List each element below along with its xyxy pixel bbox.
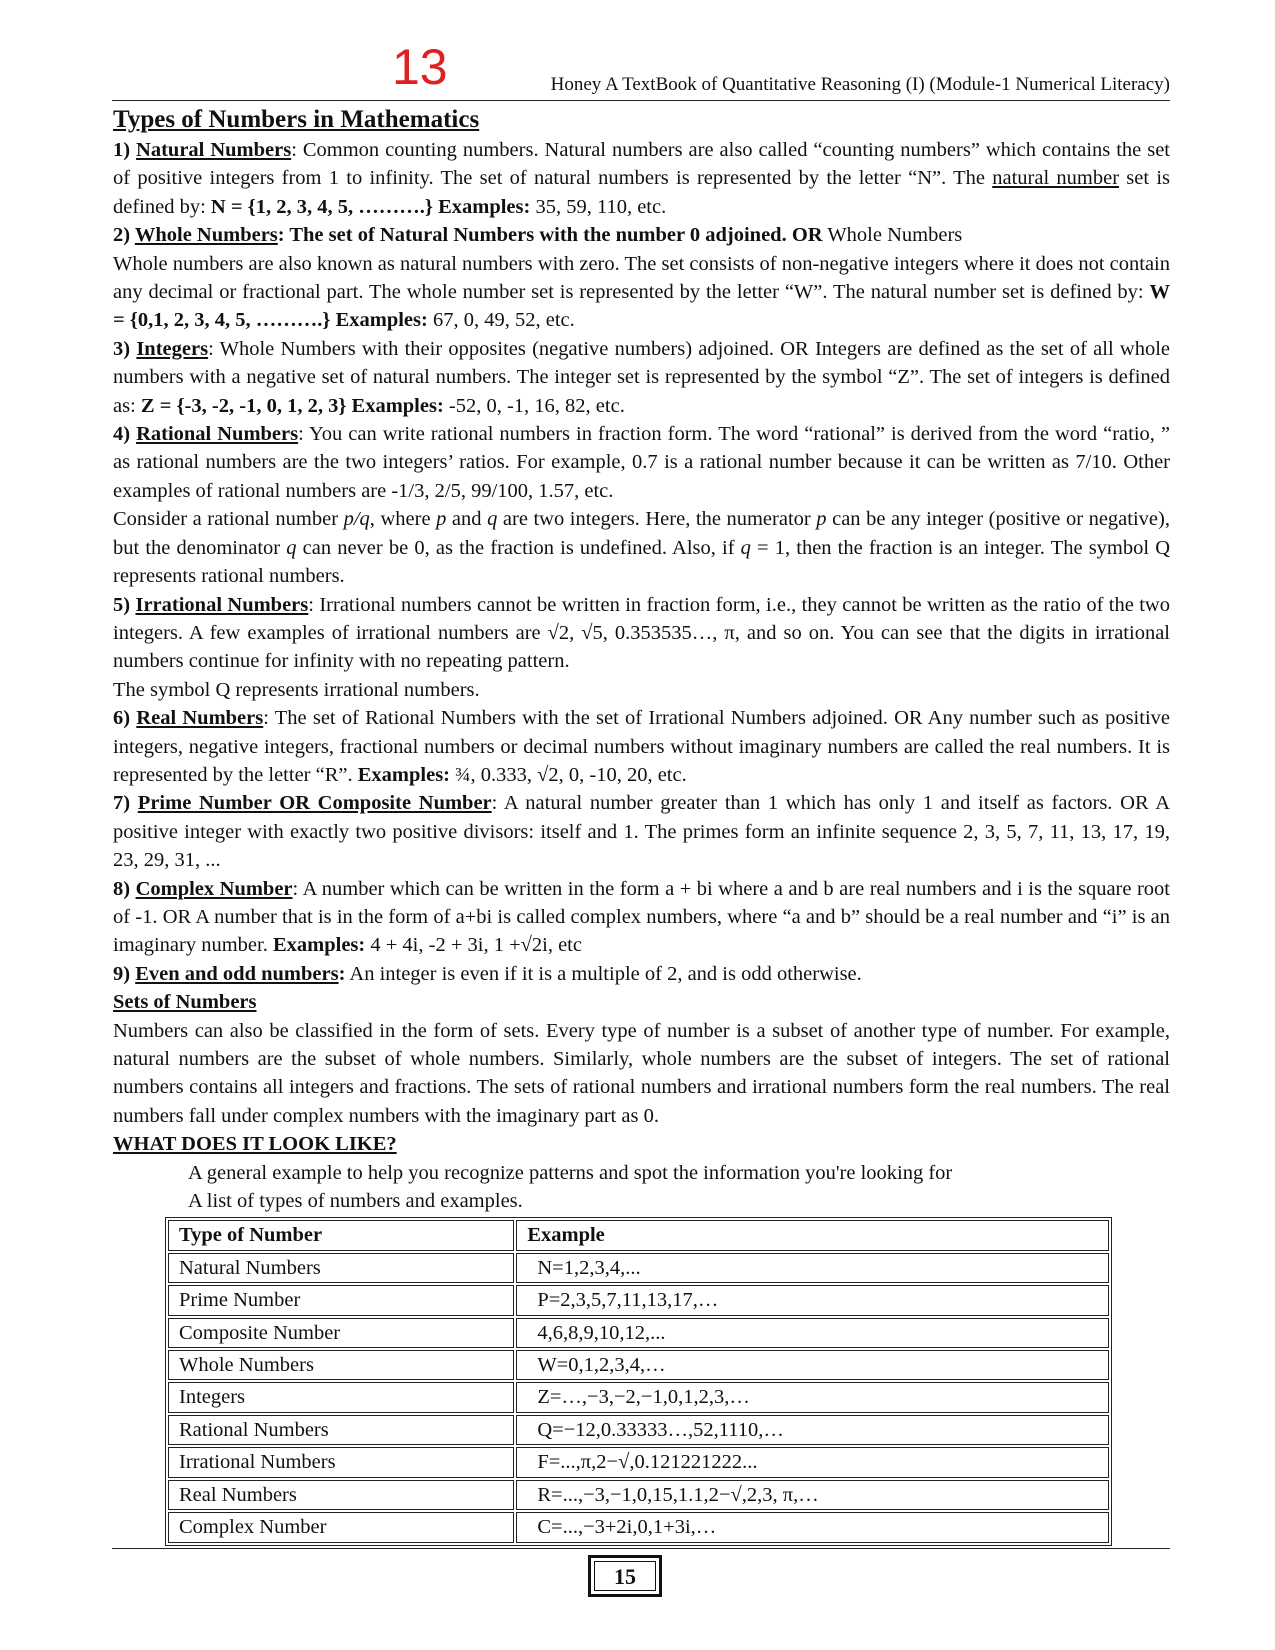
examples-label: Examples: xyxy=(272,934,366,957)
section-text: Whole numbers are also known as natural numbers with zero. The set consists of non-negative integers where it does not contain any decimal or fractional part. The whole number set is represented by the letter “W”. The natural number set is defined by: xyxy=(113,252,1170,304)
section-text: set is defined by: xyxy=(113,167,1170,218)
book-title: Honey A TextBook of Quantitative Reasoning (I) (Module-1 Numerical Literacy) xyxy=(550,74,1170,95)
sets-heading: Sets of Numbers xyxy=(113,991,257,1014)
table-row xyxy=(168,1415,1109,1445)
section-number: 3) xyxy=(113,337,137,360)
term-prime-composite: Prime Number OR Composite Number xyxy=(137,792,492,815)
term-complex-number: Complex Number xyxy=(135,877,293,900)
table-row xyxy=(168,1382,1109,1412)
section-number: 4) xyxy=(113,423,137,446)
examples-text: -52, 0, -1, 16, 82, etc. xyxy=(443,394,625,417)
page-number: 15 xyxy=(594,1561,656,1591)
term-natural-numbers: Natural Numbers xyxy=(136,139,292,161)
page-number-box xyxy=(588,1555,662,1597)
examples-text: 67, 0, 49, 52, etc. xyxy=(427,309,575,332)
table-header-row xyxy=(168,1220,1109,1250)
table-cell-example: 4,6,8,9,10,12,... xyxy=(516,1318,1109,1348)
section-rational-numbers xyxy=(113,420,1170,505)
term-integers: Integers xyxy=(136,337,209,360)
term-rational-numbers: Rational Numbers xyxy=(136,423,299,446)
table-row xyxy=(168,1350,1109,1380)
section-text: Whole Numbers xyxy=(822,224,963,247)
table-row xyxy=(168,1447,1109,1477)
set-definition: N = {1, 2, 3, 4, 5, ……….} Examples: xyxy=(210,195,531,218)
section-text: : Whole Numbers with their opposites (negative numbers) adjoined. OR Integers are defined as the set of all whole numbers with a negative set of natural numbers. The integer set is represented by the symbol “Z”. The set of integers is defined as: xyxy=(113,337,1170,417)
table-row xyxy=(168,1318,1109,1348)
section-text: : A natural number greater than 1 which has only 1 and itself as factors. OR A positive integer with exactly two positive divisors: itself and 1. The primes form an infinite sequence 2, 3, 5, 7, 11, 13, 17, 19, 23, 29, 31, ... xyxy=(113,792,1171,872)
table-cell-example: P=2,3,5,7,11,13,17,… xyxy=(516,1285,1109,1315)
math-var: p/q xyxy=(343,508,370,531)
page-header xyxy=(112,38,1170,101)
section-text: , where xyxy=(369,508,437,531)
section-whole-numbers xyxy=(113,250,1170,335)
table-cell-example: C=...,−3+2i,0,1+3i,… xyxy=(516,1512,1109,1542)
table-cell-example: Q=−12,0.33333…,52,1110,… xyxy=(516,1415,1109,1445)
table-cell-example: N=1,2,3,4,... xyxy=(516,1253,1109,1283)
sets-text: Numbers can also be classified in the form of sets. Every type of number is a subset of another type of number. For example, natural numbers are the subset of whole numbers. Similarly, whole numbers are the subset of integers. The set of rational numbers contains all integers and fractions. The sets of rational numbers and irrational numbers form the real numbers. The real numbers fall under complex numbers with the imaginary part as 0. xyxy=(113,1019,1170,1127)
table-cell-type: Prime Number xyxy=(168,1285,514,1315)
section-number: 1) xyxy=(113,139,137,161)
section-real-numbers xyxy=(113,704,1170,789)
table-cell-example: W=0,1,2,3,4,… xyxy=(516,1350,1109,1380)
examples-text: 4 + 4i, -2 + 3i, 1 +√2i, etc xyxy=(365,934,582,957)
rational-numbers-detail xyxy=(113,505,1170,590)
table-cell-example: R=...,−3,−1,0,15,1.1,2−√,2,3, π,… xyxy=(516,1480,1109,1510)
examples-label: Examples: xyxy=(357,763,450,786)
table-row xyxy=(168,1512,1109,1542)
section-irrational-numbers xyxy=(113,591,1170,676)
examples-text: ¾, 0.333, √2, 0, -10, 20, etc. xyxy=(450,763,687,786)
math-var: p xyxy=(436,508,447,531)
math-var: q xyxy=(740,536,751,559)
table-cell-type: Composite Number xyxy=(168,1318,514,1348)
table-header-example: Example xyxy=(516,1220,1109,1250)
section-text: are two integers. Here, the numerator xyxy=(497,508,817,531)
math-var: q xyxy=(487,508,498,531)
bold-definition: : The set of Natural Numbers with the number 0 adjoined. OR xyxy=(277,224,823,247)
table-cell-type: Irrational Numbers xyxy=(168,1447,514,1477)
term-real-numbers: Real Numbers xyxy=(136,707,264,730)
table-row xyxy=(168,1480,1109,1510)
section-text: and xyxy=(446,508,488,531)
term-irrational-numbers: Irrational Numbers xyxy=(135,593,309,616)
table-cell-type: Real Numbers xyxy=(168,1480,514,1510)
page-content xyxy=(113,104,1170,1546)
section-text: : A number which can be written in the form a + bi where a and b are real numbers and i is the square root of -1. OR A number that is in the form of a+bi is called complex numbers, where “a and b” should be a real number and “i” is an imaginary number. xyxy=(113,877,1170,957)
section-text: : Common counting numbers. Natural numbers are also called “counting numbers” which contains the set of positive integers from 1 to infinity. The set of natural numbers is represented by the letter “N”. The xyxy=(113,139,1171,190)
table-header-type: Type of Number xyxy=(168,1220,514,1250)
table-cell-type: Natural Numbers xyxy=(168,1253,514,1283)
section-number: 6) xyxy=(113,707,137,730)
section-text: Consider a rational number xyxy=(113,508,344,531)
section-integers xyxy=(113,335,1170,420)
table-row xyxy=(168,1285,1109,1315)
table-row xyxy=(168,1253,1109,1283)
section-text: : Irrational numbers cannot be written in fraction form, i.e., they cannot be written as the ratio of the two integers. A few examples of irrational numbers are √2, √5, 0.353535…, π, and so on. You can see that the digits in irrational numbers continue for infinity with no repeating pattern. xyxy=(113,593,1170,673)
set-definition: W = {0,1, 2, 3, 4, 5, ……….} Examples: xyxy=(113,281,1170,332)
section-even-odd xyxy=(113,960,1170,988)
natural-number-link[interactable]: natural number xyxy=(992,167,1120,190)
section-complex-number xyxy=(113,875,1170,960)
table-cell-type: Integers xyxy=(168,1382,514,1412)
colon: : xyxy=(338,962,346,985)
table-cell-type: Whole Numbers xyxy=(168,1350,514,1380)
look-like-heading: WHAT DOES IT LOOK LIKE? xyxy=(113,1133,397,1156)
page-title: Types of Numbers in Mathematics xyxy=(113,106,480,133)
term-even-odd: Even and odd numbers xyxy=(135,962,339,985)
section-whole-numbers-heading xyxy=(113,221,1170,249)
section-number: 7) xyxy=(113,792,138,815)
section-prime-composite xyxy=(113,789,1170,874)
look-like-line-1: A general example to help you recognize patterns and spot the information you're looking for xyxy=(188,1161,953,1184)
look-like-line-2: A list of types of numbers and examples. xyxy=(188,1190,523,1213)
table-cell-example: Z=…,−3,−2,−1,0,1,2,3,… xyxy=(516,1382,1109,1412)
examples-text: 35, 59, 110, etc. xyxy=(530,195,667,218)
section-number: 5) xyxy=(113,593,136,616)
math-var: p xyxy=(816,508,827,531)
section-text: can be any integer (positive or negative), but the denominator xyxy=(113,508,1170,559)
table-cell-type: Rational Numbers xyxy=(168,1415,514,1445)
term-whole-numbers: Whole Numbers xyxy=(134,224,278,247)
section-number: 9) xyxy=(113,962,136,985)
table-cell-example: F=...,π,2−√,0.121221222... xyxy=(516,1447,1109,1477)
section-number: 8) xyxy=(113,877,136,900)
chapter-number: 13 xyxy=(392,39,448,95)
set-definition: Z = {-3, -2, -1, 0, 1, 2, 3} Examples: xyxy=(140,394,444,417)
math-var: q xyxy=(286,536,297,559)
number-types-table xyxy=(165,1217,1112,1545)
table-cell-type: Complex Number xyxy=(168,1512,514,1542)
section-number: 2) xyxy=(113,224,135,247)
section-natural-numbers xyxy=(113,136,1170,221)
irrational-symbol-note: The symbol Q represents irrational numbers. xyxy=(113,678,480,701)
section-text: An integer is even if it is a multiple of 2, and is odd otherwise. xyxy=(345,962,862,985)
section-text: : You can write rational numbers in fraction form. The word “rational” is derived from the word “ratio, ” as rational numbers are the two integers’ ratios. For example, 0.7 is a rational number because it can be written as 7/10. Other examples of rational numbers are -1/3, 2/5, 99/100, 1.57, etc. xyxy=(113,423,1170,502)
section-text: : The set of Rational Numbers with the set of Irrational Numbers adjoined. OR Any number such as positive integers, negative integers, fractional numbers or decimal numbers without imaginary numbers are called the real numbers. It is represented by the letter “R”. xyxy=(113,707,1170,786)
footer-divider xyxy=(112,1548,1170,1549)
section-text: can never be 0, as the fraction is undefined. Also, if xyxy=(296,536,741,559)
section-text: = 1, then the fraction is an integer. The symbol Q represents rational numbers. xyxy=(113,536,1170,588)
